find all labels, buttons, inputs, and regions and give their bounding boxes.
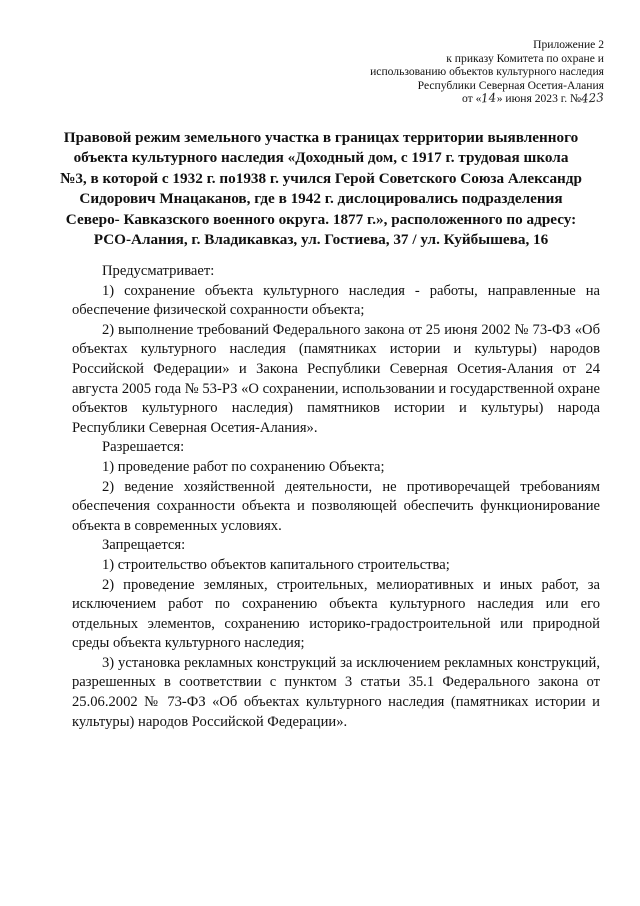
- order-date-line: [304, 92, 604, 106]
- date-middle: » июня 2023 г. №: [496, 92, 582, 106]
- forbidden-item-2: 2) проведение земляных, строительных, мелиоративных и иных работ, за исключением работ по сохранению объекта культурного наследия или его отдельных элементов, сохранению историко-градостроительной или природной среды объекта культурного наследия;: [72, 576, 600, 652]
- allowed-item-2: 2) ведение хозяйственной деятельности, не противоречащей требованиям обеспечения сохранности объекта и позволяющей обеспечить функционирование объекта в современных условиях.: [72, 478, 600, 534]
- forbidden-heading: Запрещается:: [102, 537, 186, 554]
- title-line: №3, в которой с 1932 г. по1938 г. учился Герой Советского Союза Александр: [60, 169, 582, 187]
- provides-item-1: 1) сохранение объекта культурного наследия - работы, направленные на обеспечение физической сохранности объекта;: [72, 282, 600, 319]
- title-line: Сидорович Мнацаканов, где в 1942 г. дислоцировались подразделения: [79, 190, 563, 208]
- order-reference: к приказу Комитета по охране и: [446, 51, 604, 65]
- title-line: объекта культурного наследия «Доходный дом, с 1917 г. трудовая школа: [73, 149, 569, 167]
- provides-item-2: 2) выполнение требований Федерального закона от 25 июня 2002 № 73-ФЗ «Об объектах культурного наследия (памятниках истории и культуры) народов Российской Федерации» и Закона Республики Северная Осетия-Алания от 24 августа 2005 года № 53-РЗ «О сохранении, использовании и государственной охране объектов культурного наследия) памятников истории и культуры) народа Республики Северная Осетия-Алания».: [72, 321, 600, 436]
- committee-name: использованию объектов культурного наследия: [370, 65, 604, 79]
- allowed-heading: Разрешается:: [102, 439, 185, 456]
- forbidden-item-3: 3) установка рекламных конструкций за исключением рекламных конструкций, разрешенных в соответствии с пунктом 3 статьи 35.1 Федерального закона от 25.06.2002 № 73-ФЗ «Об объектах культурного наследия (памятниках истории и культуры) народов Российской Федерации».: [72, 654, 600, 730]
- document-title: [40, 128, 602, 250]
- title-line: РСО-Алания, г. Владикавказ, ул. Гостиева, 37 / ул. Куйбышева, 16: [93, 231, 549, 249]
- handwritten-order-number: 423: [580, 90, 605, 107]
- appendix-number: Приложение 2: [533, 38, 604, 51]
- appendix-header: [304, 38, 604, 106]
- document-body: [72, 262, 600, 732]
- title-line: Правовой режим земельного участка в границах территории выявленного: [63, 129, 579, 146]
- handwritten-day: 14: [480, 90, 498, 106]
- date-prefix: от «: [462, 92, 482, 106]
- forbidden-item-1: 1) строительство объектов капитального строительства;: [102, 556, 450, 573]
- title-line: Северо- Кавказского военного округа. 1877 г.», расположенного по адресу:: [65, 210, 577, 228]
- allowed-item-1: 1) проведение работ по сохранению Объекта;: [102, 458, 385, 475]
- republic-name: Республики Северная Осетия-Алания: [417, 78, 604, 92]
- provides-heading: Предусматривает:: [102, 263, 215, 279]
